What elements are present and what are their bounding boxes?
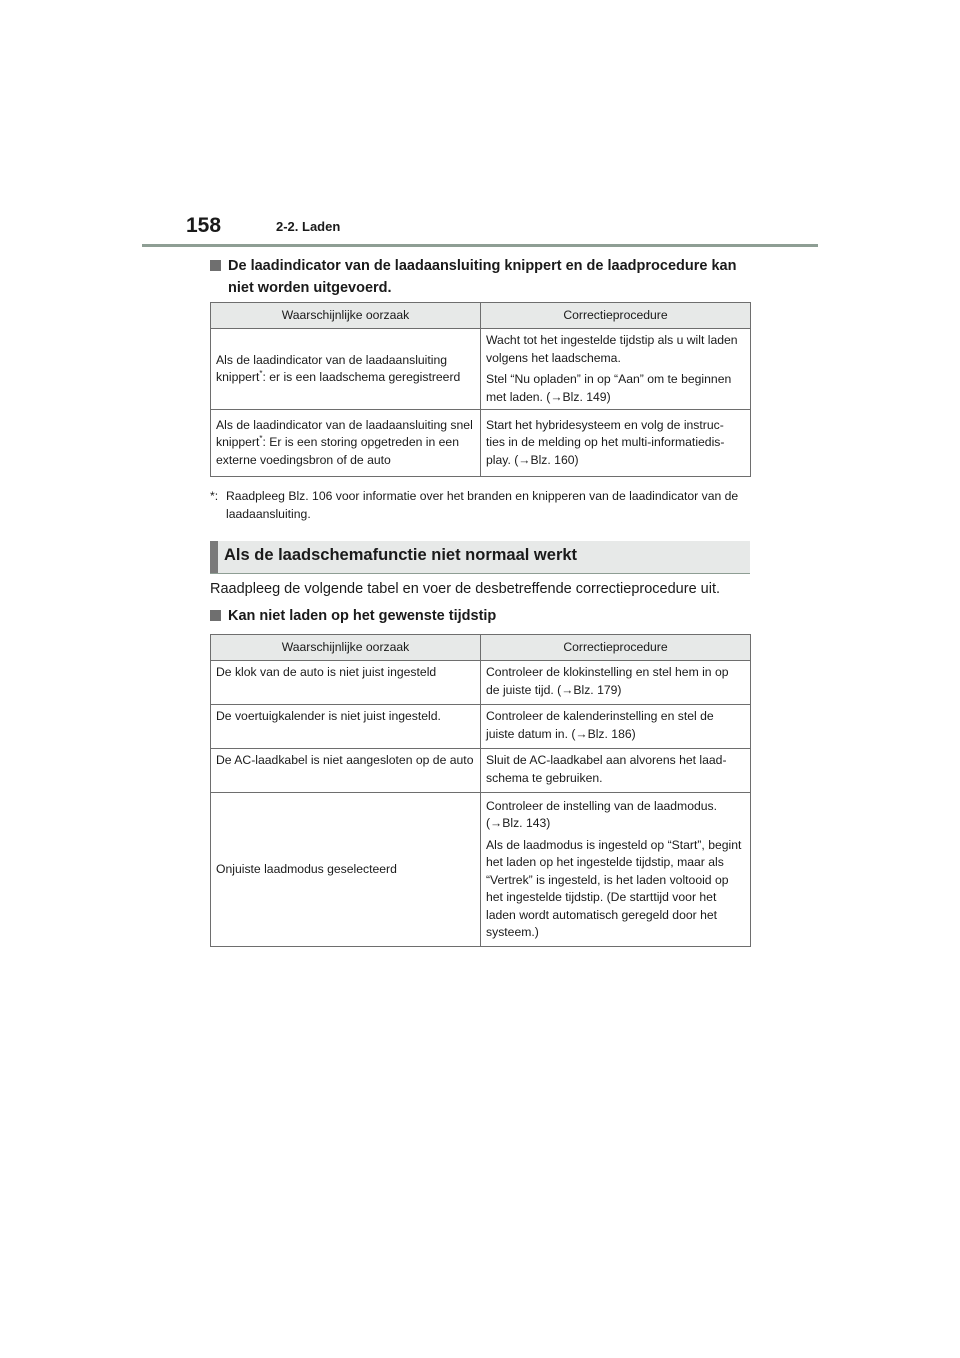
page-number: 158 <box>186 214 222 237</box>
cause-text: Als de laadindicator van de laadaansluiting knippert <box>216 352 448 384</box>
subheading-text: Kan niet laden op het gewenste tijdstip <box>228 608 497 624</box>
cause-cell: Onjuiste laadmodus geselecteerd <box>211 793 481 947</box>
fix-cell <box>481 705 751 749</box>
cause-text-cont: : er is een laadschema geregistreerd <box>262 370 461 384</box>
fix-text: Start het hybridesysteem en volg de instruc- ties in de melding op het multi-informatiedis- play. (→Blz. 160) <box>486 417 725 467</box>
footnote-marker: *: <box>210 489 219 503</box>
column-header-fix: Correctieprocedure <box>481 635 751 661</box>
footnote-marker: * <box>259 434 263 444</box>
footnote-marker: * <box>259 368 263 378</box>
table-row <box>211 661 751 705</box>
subheading-indicator-blinking <box>210 255 755 299</box>
table-row <box>211 705 751 749</box>
fix-text: Sluit de AC-laadkabel aan alvorens het laad- schema te gebruiken. <box>486 753 727 785</box>
table-row <box>211 793 751 947</box>
fix-cell <box>481 661 751 705</box>
cause-cell <box>211 329 481 410</box>
cause-text: Als de laadindicator van de laadaansluiting snel knippert <box>216 417 473 450</box>
fix-text: Controleer de klokinstelling en stel hem in op de juiste tijd. (→Blz. 179) <box>486 665 729 697</box>
section-reference: 2-2. Laden <box>276 219 341 234</box>
section-heading-bar <box>210 541 218 573</box>
footnote <box>210 487 755 523</box>
column-header-fix: Correctieprocedure <box>481 303 751 329</box>
column-header-cause: Waarschijnlijke oorzaak <box>211 303 481 329</box>
square-bullet-icon <box>210 260 221 271</box>
header-rule <box>142 244 818 247</box>
table-cannot-charge <box>210 634 751 947</box>
fix-cell <box>481 749 751 793</box>
table-header-row <box>211 635 751 661</box>
section-heading-box <box>210 541 750 574</box>
fix-text: Controleer de instelling van de laadmodus. (→Blz. 143) <box>486 798 718 830</box>
table-row <box>211 410 751 477</box>
page-header <box>142 208 818 248</box>
fix-text: Controleer de kalenderinstelling en stel de juiste datum in. (→Blz. 186) <box>486 709 714 741</box>
cause-cell: De klok van de auto is niet juist ingesteld <box>211 661 481 705</box>
section-intro: Raadpleeg de volgende tabel en voer de desbetreffende correctieprocedure uit. <box>210 581 721 597</box>
cause-cell: De voertuigkalender is niet juist ingesteld. <box>211 705 481 749</box>
fix-cell <box>481 329 751 410</box>
table-row <box>211 749 751 793</box>
fix-text: Als de laadmodus is ingesteld op “Start”, begint het laden op het ingestelde tijdstip, maar als “Vertrek” is ingesteld, is het laden voltooid op het ingestelde tijdstip. (De starttijd voor het laden wordt automatisch geregeld door het systeem.) <box>486 837 742 939</box>
table-header-row <box>211 303 751 329</box>
fix-text: Stel “Nu opladen” in op “Aan” om te beginnen met laden. (→Blz. 149) <box>486 372 732 404</box>
subheading-text: De laadindicator van de laadaansluiting knippert en de laadprocedure kan niet worden uitgevoerd. <box>228 258 737 296</box>
cause-cell: De AC-laadkabel is niet aangesloten op de auto <box>211 749 481 793</box>
fix-cell <box>481 793 751 947</box>
subheading-cannot-charge <box>210 605 755 627</box>
cause-text-cont: : Er is een storing opgetreden in een externe voedingsbron of de auto <box>216 435 459 467</box>
cause-cell <box>211 410 481 477</box>
section-title: Als de laadschemafunctie niet normaal werkt <box>224 546 578 564</box>
fix-cell <box>481 410 751 477</box>
footnote-text: Raadpleeg Blz. 106 voor informatie over het branden en knipperen van de laadindicator van de laadaansluiting. <box>226 489 739 521</box>
column-header-cause: Waarschijnlijke oorzaak <box>211 635 481 661</box>
square-bullet-icon <box>210 610 221 621</box>
table-indicator-blinking <box>210 302 751 477</box>
table-row <box>211 329 751 410</box>
fix-text: Wacht tot het ingestelde tijdstip als u wilt laden volgens het laadschema. <box>486 333 738 365</box>
